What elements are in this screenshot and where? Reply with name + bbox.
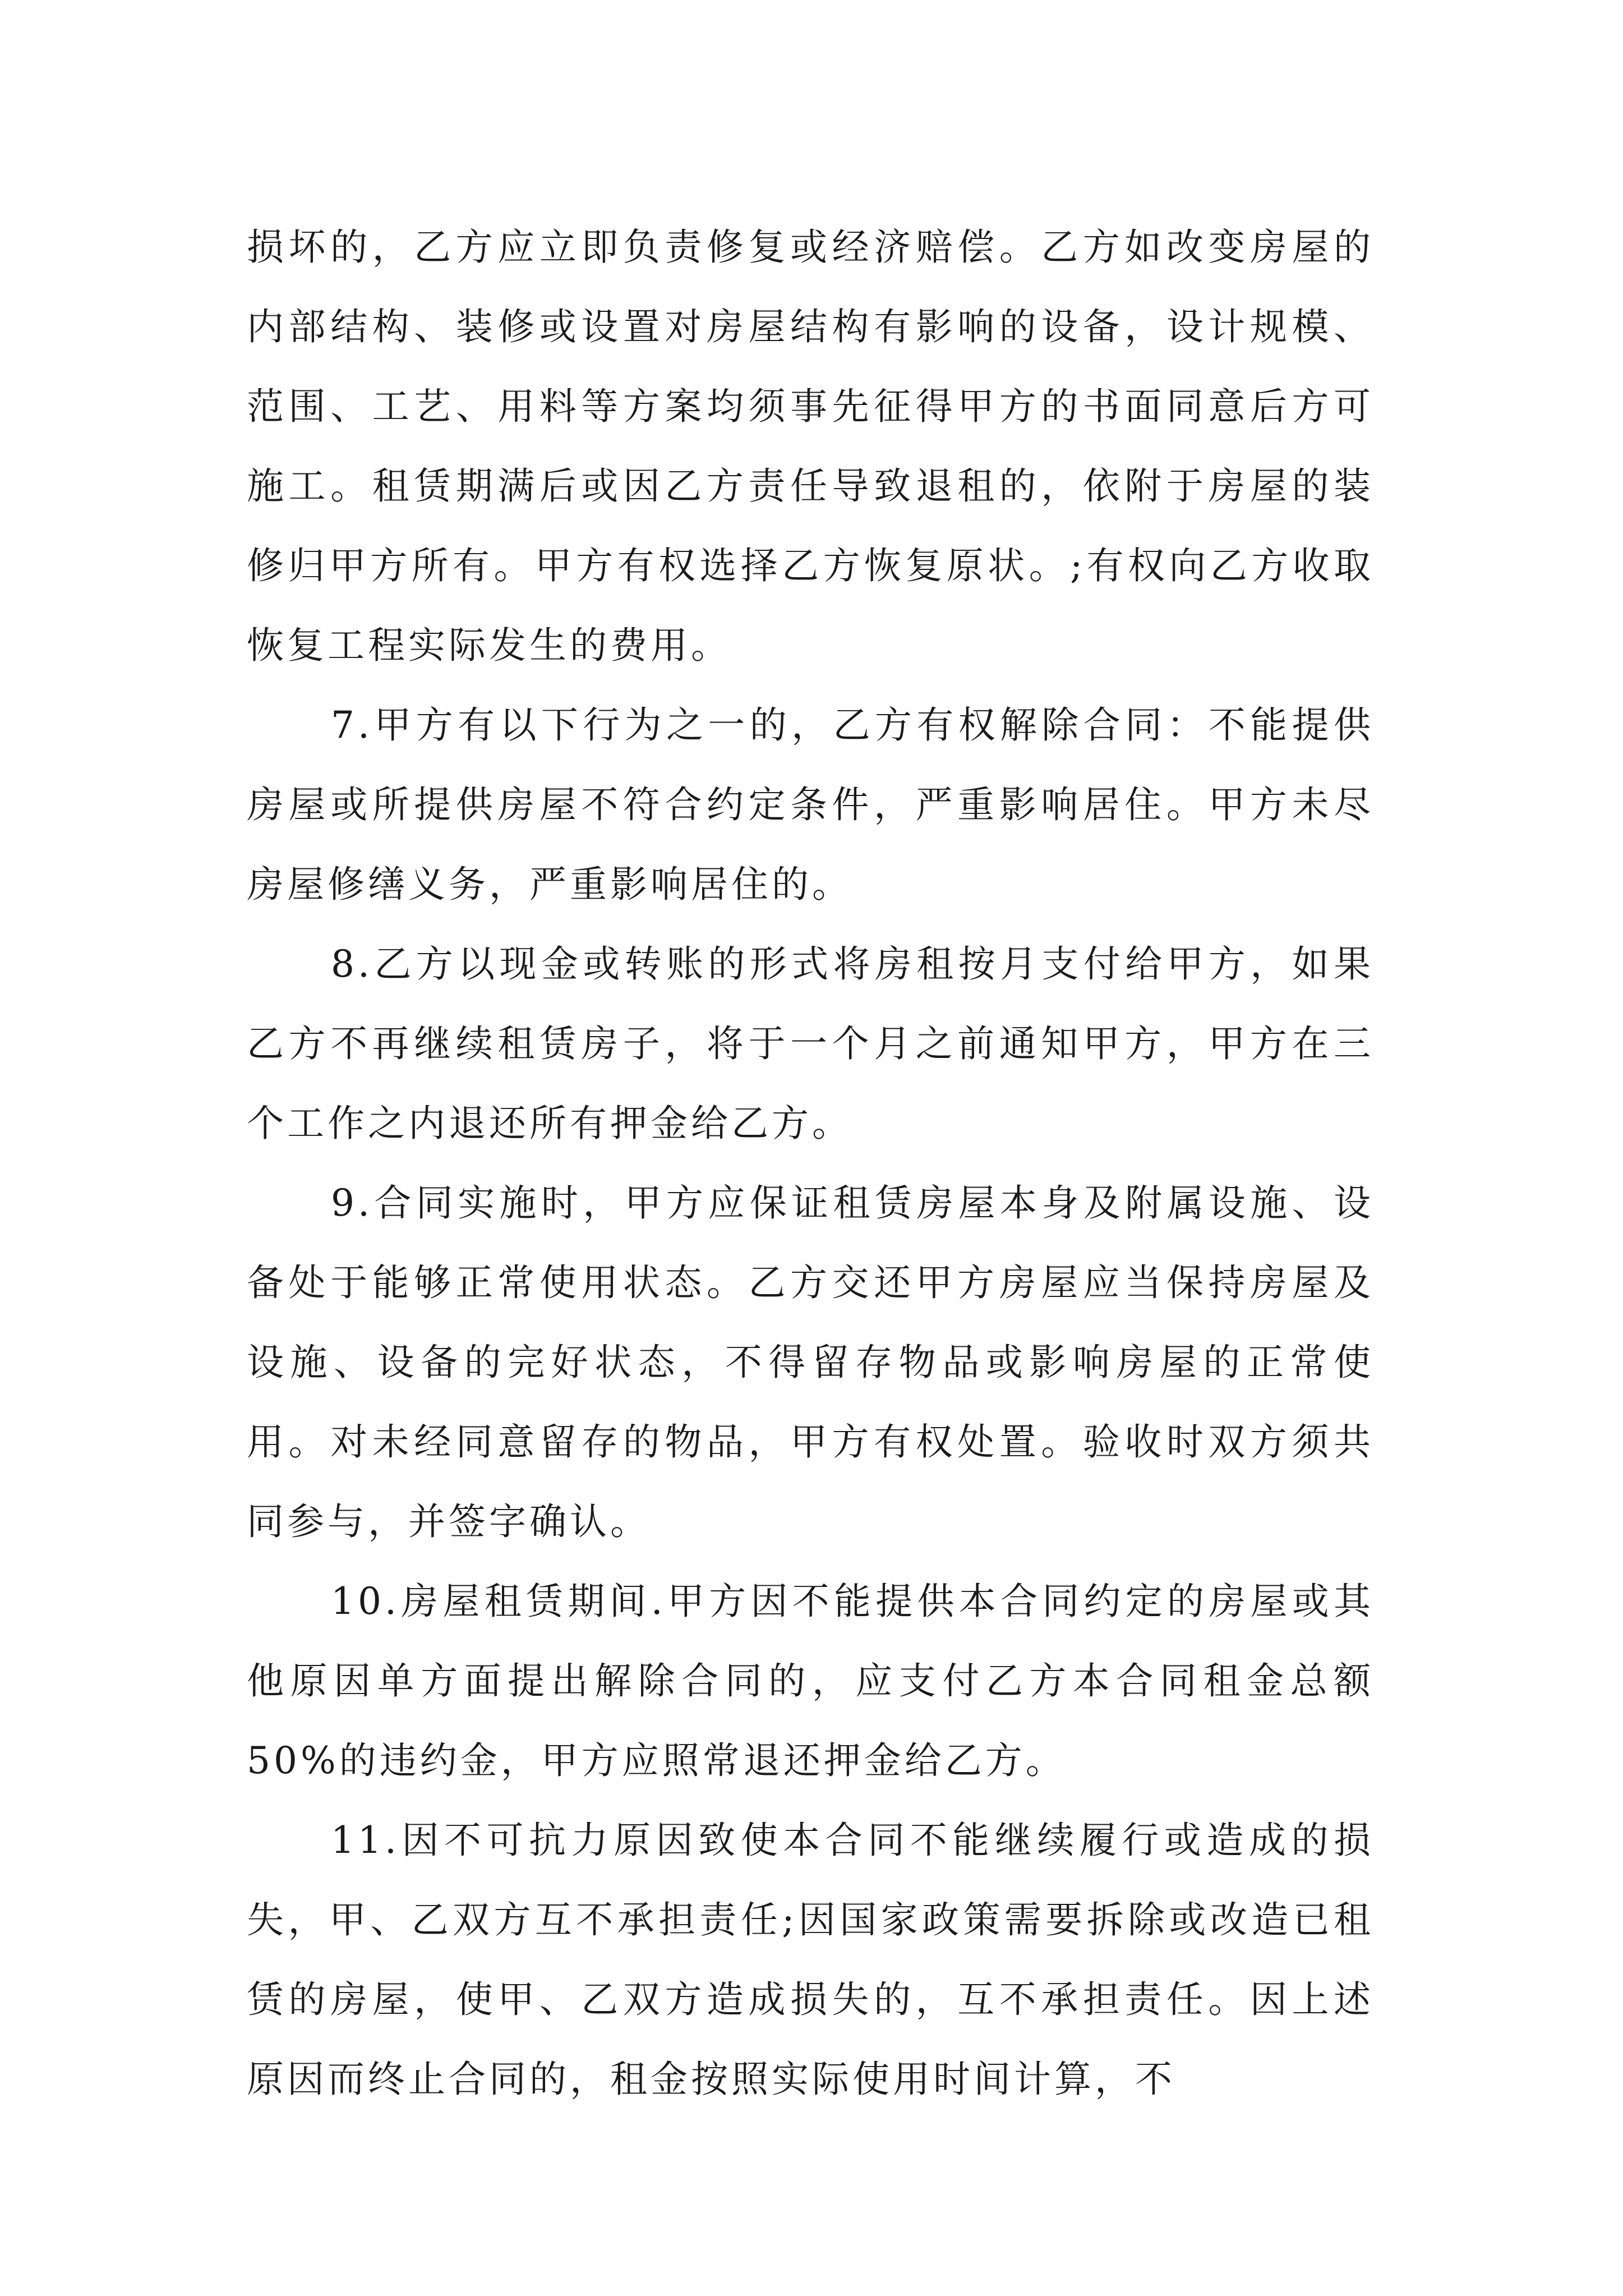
clause-10: 10.房屋租赁期间.甲方因不能提供本合同约定的房屋或其他原因单方面提出解除合同的，应支付乙方本合同租金总额50%的违约金，甲方应照常退还押金给乙方。 [247, 1580, 1374, 1782]
document-body [247, 208, 1374, 2119]
clause-8: 8.乙方以现金或转账的形式将房租按月支付给甲方，如果乙方不再继续租赁房子，将于一个月之前通知甲方，甲方在三个工作之内退还所有押金给乙方。 [247, 942, 1374, 1145]
clause-11: 11.因不可抗力原因致使本合同不能继续履行或造成的损失，甲、乙双方互不承担责任;因国家政策需要拆除或改造已租赁的房屋，使甲、乙双方造成损失的，互不承担责任。因上述原因而终止合同的，租金按照实际使用时间计算，不 [247, 1819, 1374, 2101]
clause-7: 7.甲方有以下行为之一的，乙方有权解除合同：不能提供房屋或所提供房屋不符合约定条件，严重影响居住。甲方未尽房屋修缮义务，严重影响居住的。 [247, 703, 1374, 906]
clause-9: 9.合同实施时，甲方应保证租赁房屋本身及附属设施、设备处于能够正常使用状态。乙方交还甲方房屋应当保持房屋及设施、设备的完好状态，不得留存物品或影响房屋的正常使用。对未经同意留存的物品，甲方有权处置。验收时双方须共同参与，并签字确认。 [247, 1181, 1374, 1543]
paragraph-continuation: 损坏的，乙方应立即负责修复或经济赔偿。乙方如改变房屋的内部结构、装修或设置对房屋结构有影响的设备，设计规模、范围、工艺、用料等方案均须事先征得甲方的书面同意后方可施工。租赁期满后或因乙方责任导致退租的，依附于房屋的装修归甲方所有。甲方有权选择乙方恢复原状。;有权向乙方收取恢复工程实际发生的费用。 [247, 226, 1374, 667]
